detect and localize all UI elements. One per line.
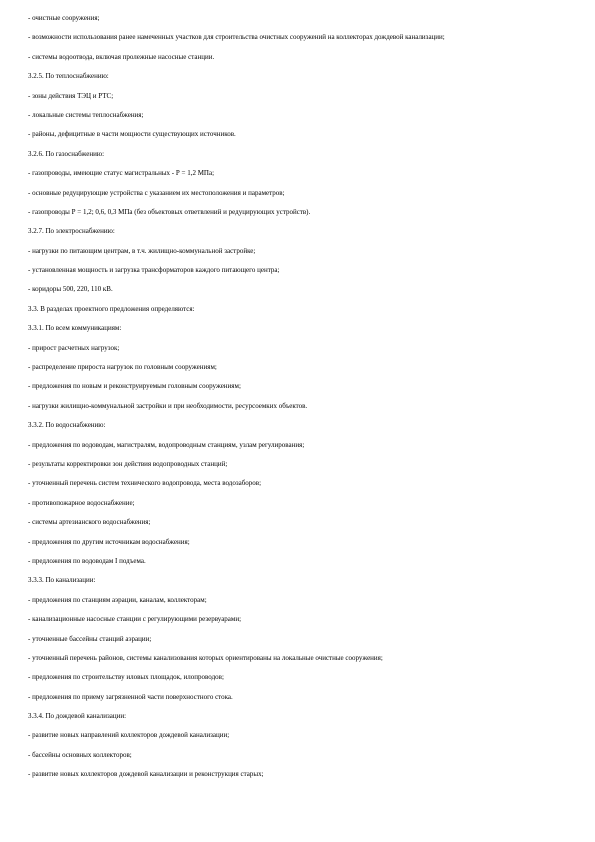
bullet-item: - бассейны основных коллекторов; xyxy=(28,750,132,759)
section-heading: 3.3.3. По канализации: xyxy=(28,576,96,585)
bullet-item: - уточненный перечень районов, системы канализования которых ориентированы на локальные очистные сооружения; xyxy=(28,653,383,662)
bullet-item: - уточненный перечень систем технического водопровода, места водозаборов; xyxy=(28,479,262,488)
bullet-item: - распределение прироста нагрузок по головным сооружениям; xyxy=(28,363,217,372)
bullet-item: - газопроводы, имеющие статус магистральных - Р = 1,2 МПа; xyxy=(28,169,215,178)
bullet-item: - нагрузки жилищно-коммунальной застройки и при необходимости, ресурсоемких объектов. xyxy=(28,401,308,410)
bullet-item: - результаты корректировки зон действия водопроводных станций; xyxy=(28,459,228,468)
bullet-item: - предложения по новым и реконструируемым головным сооружениям; xyxy=(28,382,241,391)
document-body xyxy=(28,14,573,790)
bullet-item: - уточненные бассейны станций аэрации; xyxy=(28,634,152,643)
bullet-item: - предложения по приему загрязненной части поверхностного стока. xyxy=(28,692,233,701)
bullet-item: - предложения по станциям аэрации, каналам, коллекторам; xyxy=(28,595,207,604)
section-heading: 3.3. В разделах проектного предложения определяются: xyxy=(28,304,195,313)
bullet-item: - предложения по водоводам I подъема. xyxy=(28,556,146,565)
bullet-item: - районы, дефицитные в части мощности существующих источников. xyxy=(28,130,236,139)
bullet-item: - канализационные насосные станции с регулирующими резервуарами; xyxy=(28,615,242,624)
bullet-item: - нагрузки по питающим центрам, в т.ч. жилищно-коммунальной застройке; xyxy=(28,246,256,255)
section-heading: 3.3.2. По водоснабжению: xyxy=(28,421,106,430)
bullet-item: - развитие новых коллекторов дождевой канализации и реконструкция старых; xyxy=(28,770,264,779)
bullet-item: - установленная мощность и загрузка трансформаторов каждого питающего центра; xyxy=(28,266,280,275)
bullet-item: - локальные системы теплоснабжения; xyxy=(28,110,144,119)
bullet-item: - коридоры 500, 220, 110 кВ. xyxy=(28,285,113,294)
bullet-item: - противопожарное водоснабжение; xyxy=(28,498,135,507)
bullet-item: - основные редуцирующие устройства с указанием их местоположения и параметров; xyxy=(28,188,285,197)
section-heading: 3.2.5. По теплоснабжению: xyxy=(28,72,109,81)
bullet-item: - прирост расчетных нагрузок; xyxy=(28,343,120,352)
bullet-item: - возможности использования ранее намеченных участков для строительства очистных сооружений на коллекторах дождевой канализации; xyxy=(28,33,445,42)
bullet-item: - зоны действия ТЭЦ и РТС; xyxy=(28,91,114,100)
bullet-item: - газопроводы Р = 1,2; 0,6, 0,3 МПа (без объектовых ответвлений и редуцирующих устройств). xyxy=(28,207,311,216)
bullet-item: - системы водоотвода, включая пролежные насосные станции. xyxy=(28,52,215,61)
bullet-item: - предложения по другим источникам водоснабжения; xyxy=(28,537,190,546)
bullet-item: - предложения по строительству иловых площадок, илопроводов; xyxy=(28,673,224,682)
section-heading: 3.3.4. По дождевой канализации: xyxy=(28,712,127,721)
section-heading: 3.2.7. По электроснабжению: xyxy=(28,227,115,236)
bullet-item: - предложения по водоводам, магистралям, водопроводным станциям, узлам регулирования; xyxy=(28,440,305,449)
section-heading: 3.2.6. По газоснабжению: xyxy=(28,149,105,158)
bullet-item: - очистные сооружения; xyxy=(28,14,100,22)
bullet-item: - системы артезианского водоснабжения; xyxy=(28,518,151,527)
bullet-item: - развитие новых направлений коллекторов дождевой канализации; xyxy=(28,731,230,740)
section-heading: 3.3.1. По всем коммуникациям: xyxy=(28,324,122,333)
